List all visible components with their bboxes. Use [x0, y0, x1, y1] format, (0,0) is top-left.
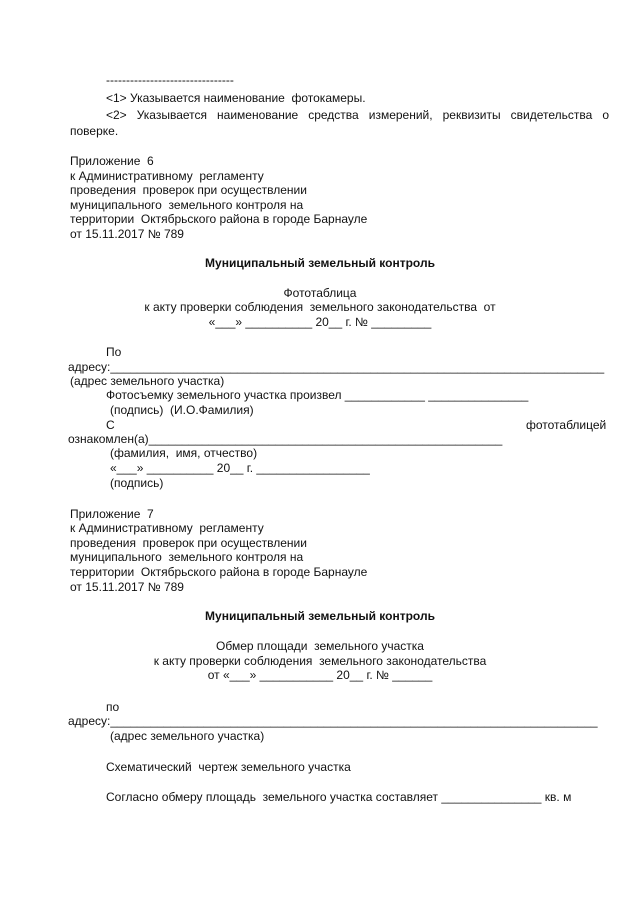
appendix-6-header-line: от 15.11.2017 № 789 — [70, 227, 184, 241]
appendix-6-ack-line: ознакомлен(а)_____________________________________________________ — [68, 432, 503, 446]
appendix-7-doc-name: Обмер площади земельного участка — [216, 639, 424, 653]
appendix-6-ack-date: «___» __________ 20__ г. _________________ — [110, 461, 370, 475]
appendix-6-address-caption: (адрес земельного участка) — [70, 374, 225, 388]
appendix-7-sketch: Схематический чертеж земельного участка — [106, 760, 351, 774]
footnote-2-line-2: поверке. — [70, 124, 119, 138]
appendix-7-header-line: проведения проверок при осуществлении — [70, 536, 307, 550]
appendix-6-ack-caption: (фамилия, имя, отчество) — [110, 446, 258, 460]
appendix-6-doc-name: Фототаблица — [283, 286, 357, 300]
appendix-7-header-line: территории Октябрьского района в городе Барнауле — [70, 565, 368, 579]
appendix-6-header-line: муниципального земельного контроля на — [70, 198, 304, 212]
appendix-7-header-line: Приложение 7 — [70, 507, 154, 521]
appendix-6-ack-signature: (подпись) — [110, 476, 164, 490]
appendix-7-area-line: Согласно обмеру площадь земельного участка составляет _______________ кв. м — [106, 790, 572, 804]
appendix-6-header-line: к Административному регламенту — [70, 169, 264, 183]
appendix-7-header-line: к Административному регламенту — [70, 521, 264, 535]
appendix-7-address-line: адресу:_________________________________________________________________________ — [68, 714, 598, 728]
appendix-6-address-line: адресу:__________________________________________________________________________ — [68, 360, 605, 374]
appendix-6-photo-line: Фотосъемку земельного участка произвел ____________ _______________ — [106, 388, 529, 402]
appendix-6-ack-right: фототаблицей — [526, 418, 607, 432]
appendix-6-header-line: проведения проверок при осуществлении — [70, 183, 307, 197]
appendix-7-date-line: от «___» ___________ 20__ г. № ______ — [207, 668, 433, 682]
footnote-1: <1> Указывается наименование фотокамеры. — [106, 91, 366, 105]
appendix-7-doc-subtitle: к акту проверки соблюдения земельного законодательства — [153, 654, 487, 668]
appendix-6-header-line: территории Октябрьского района в городе Барнауле — [70, 212, 368, 226]
appendix-7-header-line: от 15.11.2017 № 789 — [70, 580, 184, 594]
appendix-6-ack-s: С — [106, 418, 115, 432]
appendix-6-doc-subtitle: к акту проверки соблюдения земельного законодательства от — [144, 300, 496, 314]
appendix-6-header-line: Приложение 6 — [70, 154, 154, 168]
appendix-7-address-po: по — [106, 700, 120, 714]
appendix-7-address-caption: (адрес земельного участка) — [110, 729, 265, 743]
appendix-6-address-po: По — [106, 345, 122, 359]
appendix-6-photo-caption: (подпись) (И.О.Фамилия) — [110, 403, 254, 417]
footnote-2-line-1: <2> Указывается наименование средства измерений, реквизиты свидетельства о — [106, 108, 609, 122]
appendix-7-title: Муниципальный земельный контроль — [205, 609, 435, 623]
appendix-6-title: Муниципальный земельный контроль — [205, 256, 435, 270]
appendix-7-header-line: муниципального земельного контроля на — [70, 550, 304, 564]
footnote-separator: -------------------------------- — [106, 73, 234, 87]
appendix-6-date-line: «___» __________ 20__ г. № _________ — [208, 315, 432, 329]
